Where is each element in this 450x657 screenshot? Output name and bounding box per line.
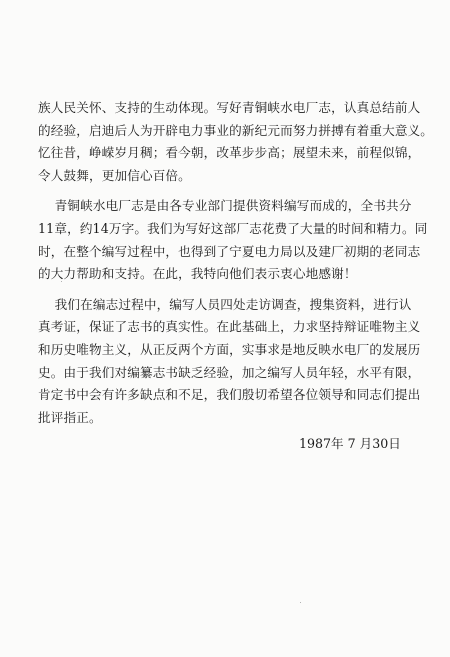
paragraph-gap [38,187,418,195]
text-line: 时，在整个编写过程中，也得到了宁夏电力局以及建厂初期的老同志 [38,243,421,259]
scan-speck [300,602,301,603]
body-text [38,97,434,429]
paragraph-3 [38,294,421,430]
paragraph-2 [38,195,428,285]
paragraph-gap [38,286,418,294]
text-line: 肯定书中会有许多缺点和不足，我们殷切希望各位领导和同志们提出 [38,387,421,403]
text-line: 真考证，保证了志书的真实性。在此基础上，力求坚持辩证唯物主义 [38,319,421,335]
text-line: 令人鼓舞，更加信心百倍。 [38,167,191,183]
text-line: 11章，约14万字。我们为写好这部厂志花费了大量的时间和精力。同 [38,220,428,236]
text-line: 的经验，启迪后人为开辟电力事业的新纪元而努力拼搏有着重大意义。 [38,122,434,138]
text-line: 青铜峡水电厂志是由各专业部门提供资料编写而成的，全书共分 [38,198,412,214]
text-line: 族人民关怀、支持的生动体现。写好青铜峡水电厂志，认真总结前人 [38,100,421,115]
text-line: 的大力帮助和支持。在此，我特向他们表示衷心地感谢！ [38,266,357,282]
document-date: 1987年 7 月30日 [299,436,401,451]
text-line: 批评指正。 [38,409,102,425]
text-line: 忆往昔，峥嵘岁月稠；看今朝，改革步步高；展望未来，前程似锦， [38,145,421,161]
text-line: 我们在编志过程中，编写人员四处走访调查，搜集资料，进行认 [38,296,412,312]
text-line: 史。由于我们对编纂志书缺乏经验，加之编写人员年轻，水平有限， [38,364,421,380]
paragraph-1 [38,97,434,187]
scan-speck [61,281,62,282]
text-line: 和历史唯物主义，从正反两个方面，实事求是地反映水电厂的发展历 [38,341,421,357]
